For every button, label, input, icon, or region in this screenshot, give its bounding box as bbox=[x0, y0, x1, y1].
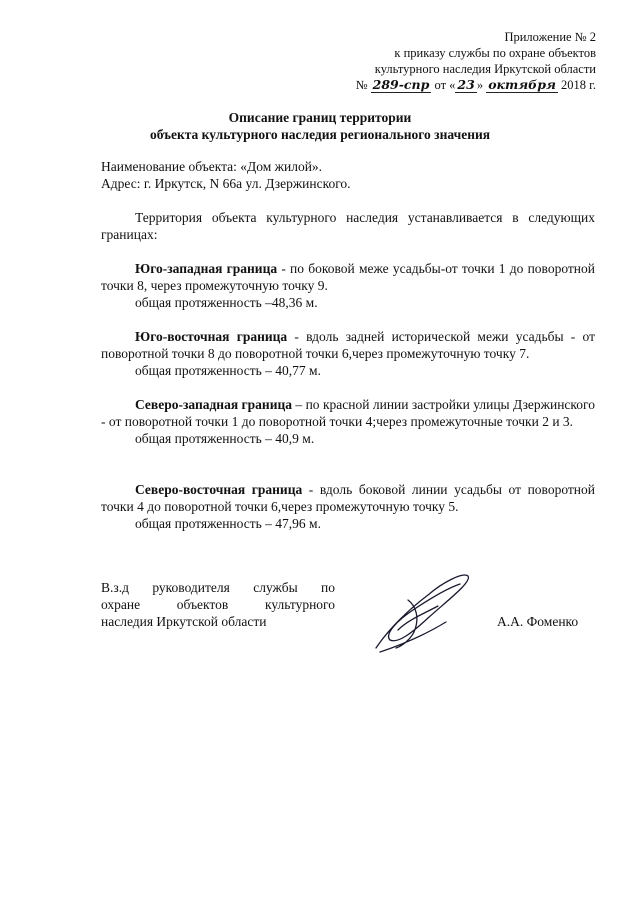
order-day-close: » bbox=[476, 78, 484, 92]
intro-paragraph: Территория объекта культурного наследия устанавливается в следующих границах: bbox=[101, 210, 595, 242]
object-info bbox=[101, 158, 595, 192]
border-northeast bbox=[101, 481, 595, 532]
order-day: 23 bbox=[457, 77, 475, 92]
order-number-sign: № bbox=[355, 78, 368, 92]
border-southwest bbox=[101, 260, 595, 311]
border-description bbox=[101, 481, 595, 515]
title-line-1: Описание границ территории bbox=[228, 110, 412, 125]
border-southeast bbox=[101, 328, 595, 379]
border-text: - по боковой меже усадьбы-от точки 1 до поворотной точки 8, через промежуточную точку 9. bbox=[101, 261, 596, 293]
appendix-header bbox=[266, 29, 596, 93]
signatory-title bbox=[101, 579, 335, 630]
signatory-line-3: наследия Иркутской области bbox=[101, 614, 267, 629]
border-name: Северо-западная граница bbox=[135, 397, 293, 412]
order-number: 289-спр bbox=[372, 77, 430, 92]
object-address: Адрес: г. Иркутск, N 66а ул. Дзержинского. bbox=[101, 176, 351, 191]
order-month: октября bbox=[488, 77, 556, 92]
border-text: - вдоль задней исторической межи усадьбы - от поворотной точки 8 до поворотной точки 6,через промежуточную точку 7. bbox=[101, 329, 595, 361]
handwritten-signature bbox=[368, 570, 478, 660]
signatory-line-1: В.з.д руководителя службы по bbox=[101, 580, 335, 595]
border-description bbox=[101, 396, 595, 430]
border-description bbox=[101, 328, 595, 362]
signatory-line-2: охране объектов культурного bbox=[101, 597, 335, 612]
border-length: общая протяженность –48,36 м. bbox=[135, 295, 318, 310]
order-year: 2018 г. bbox=[561, 78, 596, 92]
border-name: Юго-восточная граница bbox=[135, 329, 288, 344]
appendix-line-1: Приложение № 2 bbox=[504, 30, 596, 44]
document-title bbox=[0, 109, 640, 143]
border-name: Юго-западная граница bbox=[135, 261, 278, 276]
border-text: - вдоль боковой линии усадьбы от поворотной точки 4 до поворотной точки 6,через промежуточную точку 5. bbox=[101, 482, 596, 514]
object-name: Наименование объекта: «Дом жилой». bbox=[101, 159, 323, 174]
signatory-name: А.А. Фоменко bbox=[497, 614, 579, 629]
appendix-line-2: к приказу службы по охране объектов bbox=[394, 46, 596, 60]
order-date-prefix: от « bbox=[434, 78, 456, 92]
border-description bbox=[101, 260, 595, 294]
border-name: Северо-восточная граница bbox=[135, 482, 303, 497]
title-line-2: объекта культурного наследия регионального значения bbox=[149, 127, 491, 142]
border-text: – по красной линии застройки улицы Дзержинского - от поворотной точки 1 до поворотной точки 4;через промежуточные точки 2 и 3. bbox=[101, 397, 595, 429]
border-length: общая протяженность – 40,9 м. bbox=[135, 431, 315, 446]
appendix-order-line bbox=[266, 77, 596, 93]
appendix-line-3: культурного наследия Иркутской области bbox=[374, 62, 596, 76]
border-length: общая протяженность – 47,96 м. bbox=[135, 516, 321, 531]
border-northwest bbox=[101, 396, 595, 447]
border-length: общая протяженность – 40,77 м. bbox=[135, 363, 321, 378]
